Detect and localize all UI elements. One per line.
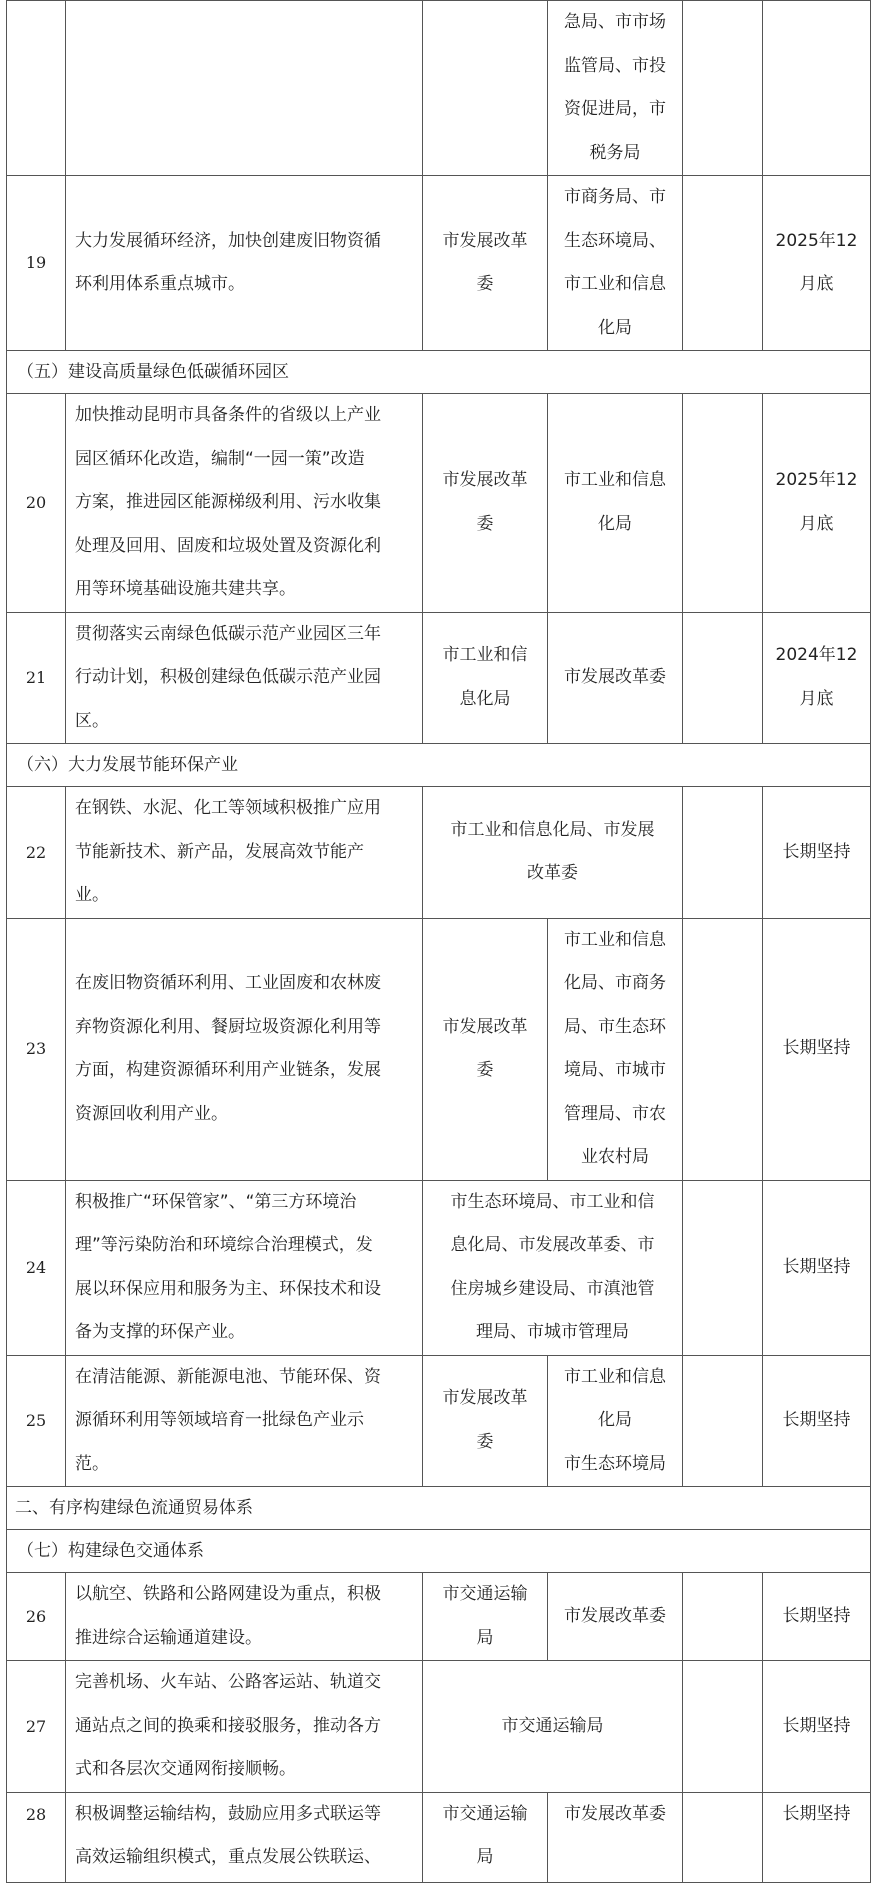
document-table: [6, 0, 870, 1883]
cell-deadline: [763, 1355, 871, 1487]
cell-deadline: [763, 176, 871, 351]
cell-line: 改革委: [527, 863, 578, 884]
cell-blank: [683, 1661, 763, 1793]
cell-line: 长期坚持: [782, 1038, 851, 1059]
chapter-title: 二、有序构建绿色流通贸易体系: [7, 1487, 871, 1530]
cell-line: 市发展改革委: [564, 1605, 666, 1626]
cell-line: 2025年12: [775, 230, 858, 251]
section-title: （六）大力发展节能环保产业: [7, 744, 871, 787]
table-row: [7, 1180, 871, 1355]
cell-line: 通站点之间的换乘和接驳服务，推动各方: [75, 1715, 381, 1736]
table-row: [7, 787, 871, 919]
cell-blank: [683, 176, 763, 351]
cell-line: 息化局: [459, 688, 511, 709]
cell-line: 理”等污染防治和环境综合治理模式，发: [75, 1235, 373, 1255]
cell-line: 积极调整运输结构，鼓励应用多式联运等: [75, 1803, 381, 1824]
table-row: [7, 612, 871, 744]
cell-line: 市工业和信: [442, 645, 528, 666]
cell-line: 监管局、市投: [564, 55, 666, 76]
table-row: [7, 1573, 871, 1661]
cell-deadline: [763, 394, 871, 613]
cell-line: 市发展改革: [442, 1388, 528, 1409]
cell-line: 推进综合运输通道建设。: [75, 1627, 262, 1648]
cell-deadline: [763, 1661, 871, 1793]
cell-line: 行动计划，积极创建绿色低碳示范产业园: [75, 667, 381, 687]
cell-coop: [548, 1573, 683, 1661]
section-title: （五）建设高质量绿色低碳循环园区: [7, 351, 871, 394]
table-row-partial: [7, 1, 871, 176]
section-row: [7, 1530, 871, 1573]
cell-coop: [548, 1, 683, 176]
cell-lead: [423, 612, 548, 744]
cell-line: 弃物资源化利用、餐厨垃圾资源化利用等: [75, 1016, 381, 1037]
cell-deadline: [763, 1180, 871, 1355]
cell-lead: [423, 176, 548, 351]
cell-lead: [423, 394, 548, 613]
cell-line: 方案，推进园区能源梯级利用、污水收集: [75, 492, 381, 512]
table-row: [7, 394, 871, 613]
cell-deadline: [763, 612, 871, 744]
cell-line: 加快推动昆明市具备条件的省级以上产业: [75, 405, 381, 425]
table-row: [7, 1661, 871, 1793]
cell-line: 长期坚持: [782, 841, 851, 862]
cell-line: 长期坚持: [782, 1803, 851, 1824]
cell-task: [66, 394, 423, 613]
cell-no: 19: [7, 176, 66, 351]
cell-coop: [548, 176, 683, 351]
cell-line: 处理及回用、固废和垃圾处置及资源化利: [75, 535, 381, 556]
cell-task: [66, 1792, 423, 1882]
cell-line: 理局、市城市管理局: [476, 1322, 629, 1342]
cell-line: 月底: [799, 274, 834, 294]
cell-task: [66, 1573, 423, 1661]
cell-line: 在清洁能源、新能源电池、节能环保、资: [75, 1366, 381, 1387]
section-row: [7, 744, 871, 787]
table-row: [7, 176, 871, 351]
cell-task: [66, 176, 423, 351]
chapter-row: [7, 1487, 871, 1530]
cell-line: 长期坚持: [782, 1410, 851, 1430]
cell-line: 委: [476, 274, 494, 294]
cell-lead: [423, 1, 548, 176]
cell-line: 展以环保应用和服务为主、环保技术和设: [75, 1278, 381, 1299]
cell-line: 范。: [75, 1453, 109, 1474]
cell-line: 管理局、市农: [564, 1103, 666, 1124]
cell-line: 市商务局、市: [564, 187, 666, 207]
cell-no: 22: [7, 787, 66, 919]
cell-line: 委: [476, 1431, 494, 1452]
cell-line: 市工业和信息: [564, 929, 666, 950]
cell-line: 住房城乡建设局、市滇池管: [450, 1278, 655, 1299]
cell-line: 市发展改革委: [564, 1803, 666, 1824]
cell-line: 用等环境基础设施共建共享。: [75, 579, 296, 599]
cell-blank: [683, 918, 763, 1180]
cell-line: 境局、市城市: [564, 1060, 666, 1080]
cell-deadline: [763, 918, 871, 1180]
cell-deadline: [763, 1792, 871, 1882]
cell-responsible-merged: [423, 1661, 683, 1793]
cell-line: 化局、市商务: [564, 973, 666, 993]
cell-deadline: [763, 787, 871, 919]
cell-line: 化局: [598, 317, 632, 338]
cell-task: [66, 1, 423, 176]
cell-line: 式和各层次交通网衔接顺畅。: [75, 1759, 296, 1779]
cell-blank: [683, 1355, 763, 1487]
cell-blank: [683, 1, 763, 176]
cell-task: [66, 1661, 423, 1793]
cell-line: 环利用体系重点城市。: [75, 274, 245, 294]
cell-line: 市生态环境局、市工业和信: [450, 1191, 655, 1212]
cell-no: 24: [7, 1180, 66, 1355]
cell-line: 在废旧物资循环利用、工业固废和农林废: [75, 973, 381, 993]
cell-line: 2024年12: [775, 645, 858, 666]
cell-line: 局: [476, 1847, 494, 1867]
cell-line: 委: [476, 513, 494, 534]
cell-line: 备为支撑的环保产业。: [75, 1322, 245, 1342]
cell-line: 化局: [598, 1410, 632, 1430]
cell-line: 在钢铁、水泥、化工等领域积极推广应用: [75, 798, 381, 818]
cell-line: 市交通运输: [442, 1584, 528, 1604]
cell-line: 资促进局，市: [564, 99, 666, 119]
cell-task: [66, 787, 423, 919]
cell-line: 市工业和信息: [564, 470, 666, 491]
cell-line: 贯彻落实云南绿色低碳示范产业园区三年: [75, 623, 381, 644]
cell-no: 28: [7, 1792, 66, 1882]
cell-line: 2025年12: [775, 470, 858, 491]
cell-no: 21: [7, 612, 66, 744]
cell-line: 市发展改革: [442, 230, 528, 251]
cell-line: 市发展改革: [442, 470, 528, 491]
cell-coop: [548, 612, 683, 744]
cell-blank: [683, 787, 763, 919]
cell-line: 长期坚持: [782, 1605, 851, 1626]
cell-line: 方面，构建资源循环利用产业链条，发展: [75, 1060, 381, 1080]
cell-line: 以航空、铁路和公路网建设为重点，积极: [75, 1584, 381, 1604]
cell-line: 市工业和信息: [564, 274, 666, 294]
cell-line: 化局: [598, 513, 632, 534]
cell-line: 市工业和信息化局、市发展: [450, 819, 655, 840]
cell-line: 节能新技术、新产品，发展高效节能产: [75, 841, 364, 862]
cell-line: 月底: [799, 688, 834, 709]
cell-responsible-merged: [423, 787, 683, 919]
cell-no: [7, 1, 66, 176]
cell-lead: [423, 1573, 548, 1661]
cell-coop: [548, 1792, 683, 1882]
cell-line: 长期坚持: [782, 1256, 851, 1277]
cell-line: 市交通运输: [442, 1803, 528, 1824]
cell-line: 月底: [799, 513, 834, 534]
cell-line: 业。: [75, 885, 109, 905]
cell-line: 园区循环化改造，编制“一园一策”改造: [75, 448, 365, 469]
cell-coop: [548, 394, 683, 613]
cell-blank: [683, 612, 763, 744]
cell-line: 市交通运输局: [501, 1715, 604, 1736]
cell-line: 税务局: [589, 142, 641, 163]
cell-lead: [423, 918, 548, 1180]
cell-blank: [683, 1792, 763, 1882]
cell-line: 源循环利用等领域培育一批绿色产业示: [75, 1410, 364, 1430]
cell-line: 息化局、市发展改革委、市: [450, 1235, 655, 1255]
cell-no: 23: [7, 918, 66, 1180]
cell-no: 20: [7, 394, 66, 613]
cell-line: 资源回收利用产业。: [75, 1103, 228, 1124]
cell-line: 高效运输组织模式，重点发展公铁联运、: [75, 1847, 381, 1867]
cell-coop: [548, 1355, 683, 1487]
cell-line: 长期坚持: [782, 1715, 851, 1736]
cell-line: 市发展改革: [442, 1016, 528, 1037]
section-title: （七）构建绿色交通体系: [7, 1530, 871, 1573]
cell-line: 市发展改革委: [564, 667, 666, 687]
cell-line: 生态环境局、: [564, 230, 666, 251]
cell-no: 25: [7, 1355, 66, 1487]
cell-line: 委: [476, 1060, 494, 1080]
cell-line: 局: [476, 1627, 494, 1648]
cell-line: 局、市生态环: [564, 1016, 666, 1037]
table-row: [7, 1792, 871, 1882]
cell-line: 完善机场、火车站、公路客运站、轨道交: [75, 1672, 381, 1692]
cell-blank: [683, 1573, 763, 1661]
cell-task: [66, 1355, 423, 1487]
cell-line: 急局、市市场: [564, 12, 666, 32]
cell-line: 区。: [75, 710, 109, 731]
cell-task: [66, 612, 423, 744]
cell-lead: [423, 1355, 548, 1487]
cell-line: 大力发展循环经济，加快创建废旧物资循: [75, 230, 381, 251]
cell-task: [66, 1180, 423, 1355]
cell-task: [66, 918, 423, 1180]
section-row: [7, 351, 871, 394]
cell-line: 市生态环境局: [564, 1453, 666, 1474]
cell-no: 27: [7, 1661, 66, 1793]
cell-line: 市工业和信息: [564, 1366, 666, 1387]
table-row: [7, 1355, 871, 1487]
cell-blank: [683, 394, 763, 613]
cell-deadline: [763, 1, 871, 176]
cell-line: 积极推广“环保管家”、“第三方环境治: [75, 1191, 357, 1212]
cell-blank: [683, 1180, 763, 1355]
table-row: [7, 918, 871, 1180]
cell-coop: [548, 918, 683, 1180]
cell-line: 业农村局: [581, 1147, 649, 1167]
cell-no: 26: [7, 1573, 66, 1661]
cell-deadline: [763, 1573, 871, 1661]
cell-lead: [423, 1792, 548, 1882]
cell-responsible-merged: [423, 1180, 683, 1355]
